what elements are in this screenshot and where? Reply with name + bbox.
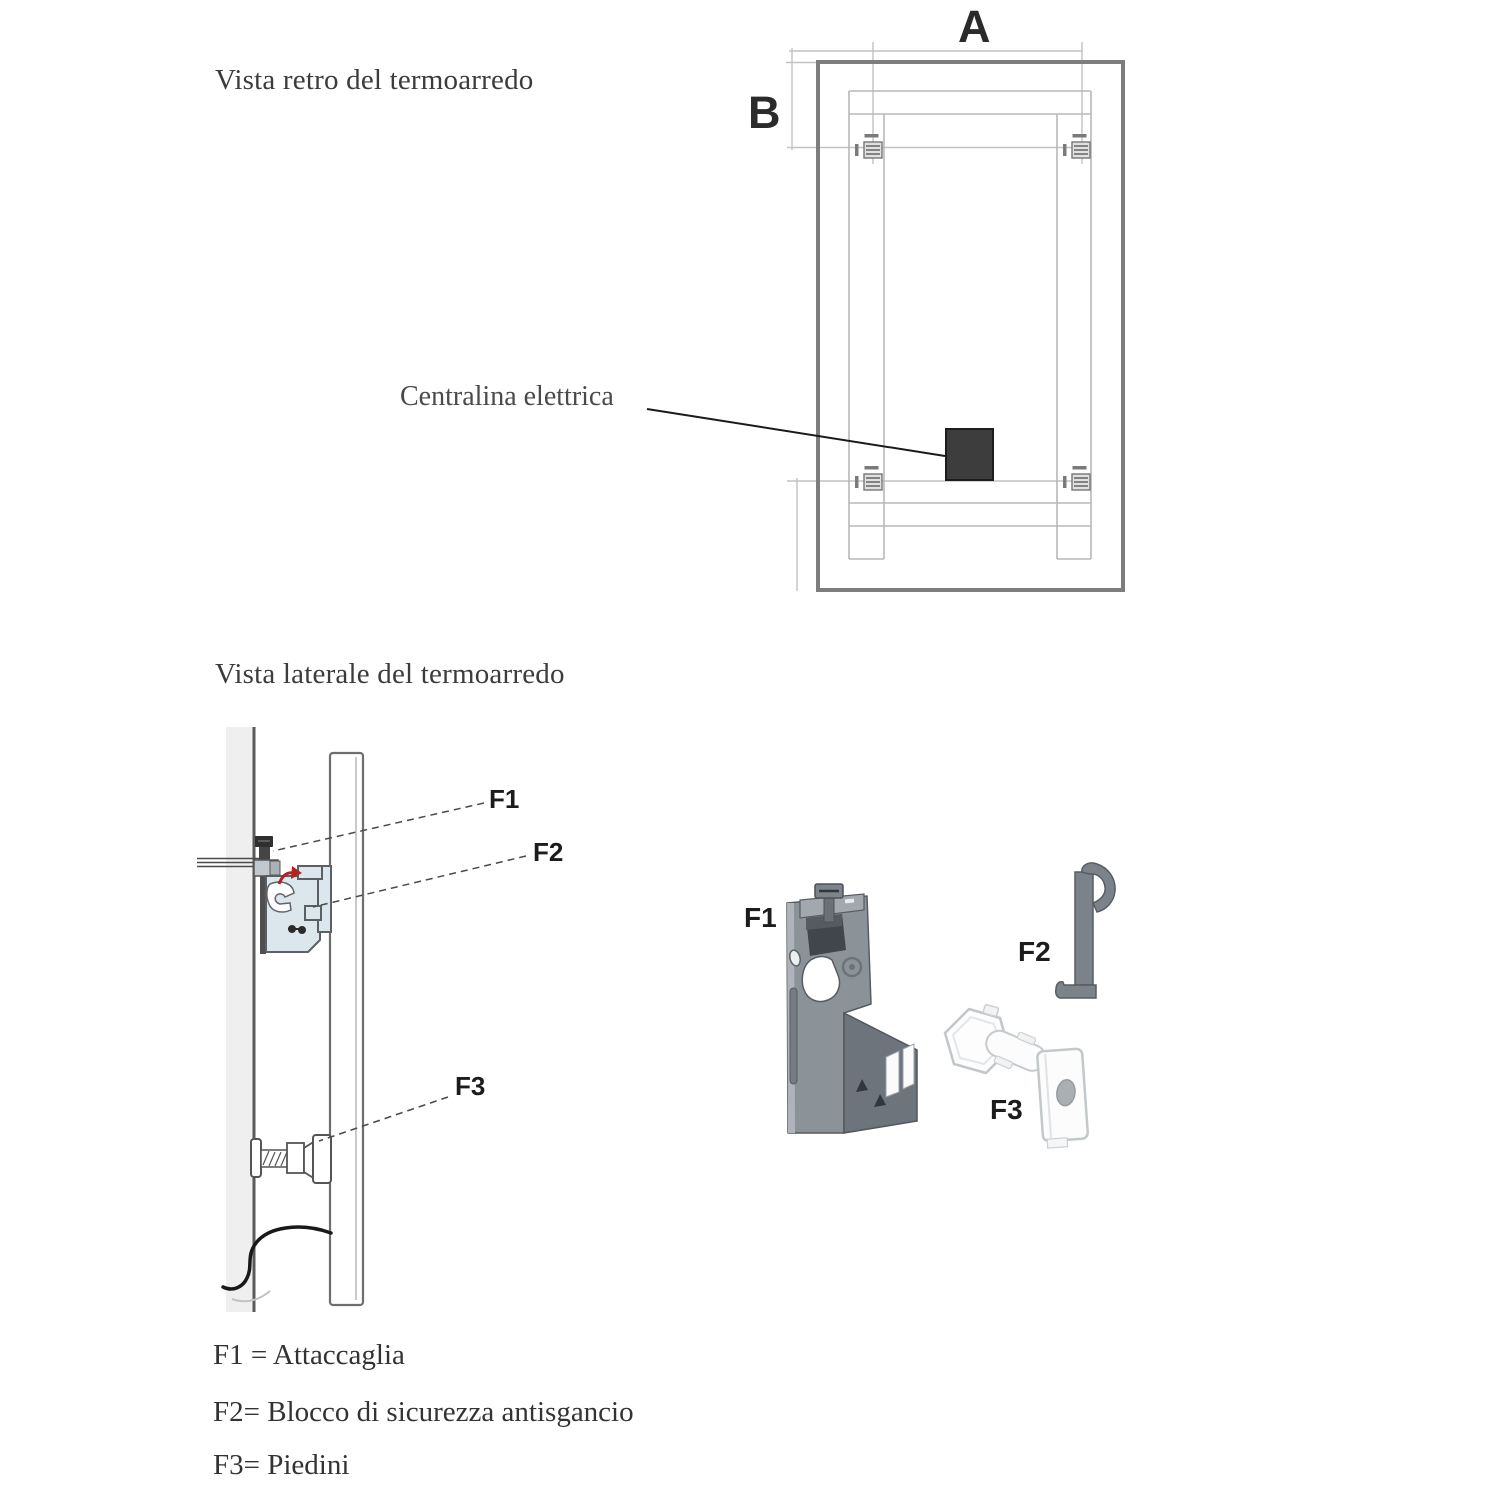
hanger-bracket (1063, 466, 1090, 490)
callout-leader-line (647, 409, 945, 456)
parts-3d (787, 863, 1115, 1148)
radiator-inner-frame (849, 91, 1091, 559)
callout-label: Centralina elettrica (400, 381, 614, 412)
rails (849, 114, 1091, 559)
bottom-tube (849, 503, 1091, 526)
hanger-bracket (855, 466, 882, 490)
part-label-f3: F3 (990, 1094, 1023, 1125)
foot-assembly (251, 1135, 331, 1183)
legend-item-f2: F2= Blocco di sicurezza antisgancio (213, 1396, 634, 1428)
legend-item-f1: F1 = Attaccaglia (213, 1339, 405, 1371)
side-view-title: Vista laterale del termoarredo (215, 658, 565, 690)
part-label-f2: F2 (1018, 936, 1051, 967)
part-f2-block (1056, 863, 1115, 998)
side-view-drawing (197, 727, 526, 1312)
part-f1-bracket (787, 884, 917, 1133)
part-label-f1: F1 (744, 902, 777, 933)
anchor-bolt (254, 836, 280, 876)
leader-f1 (273, 803, 484, 851)
dim-label-b: B (748, 87, 781, 138)
radiator-outer-frame (818, 62, 1123, 590)
side-label-f3: F3 (455, 1071, 486, 1101)
wall (226, 727, 254, 1312)
hanger-bracket (855, 134, 882, 158)
side-label-f2: F2 (533, 837, 564, 867)
hanger-bracket (1063, 134, 1090, 158)
rear-view-drawing (647, 42, 1123, 591)
hanger-bracket-assembly (254, 836, 331, 954)
side-label-f1: F1 (489, 784, 520, 814)
part-f3-foot (945, 1004, 1089, 1148)
radiator-tube (330, 753, 363, 1305)
control-unit-box (946, 429, 993, 480)
dimension-lines (786, 42, 1083, 591)
rear-view-title: Vista retro del termoarredo (215, 64, 534, 96)
legend-item-f3: F3= Piedini (213, 1449, 350, 1481)
leader-lines (273, 803, 526, 1141)
dim-label-a: A (958, 1, 991, 52)
top-tube (849, 91, 1091, 114)
